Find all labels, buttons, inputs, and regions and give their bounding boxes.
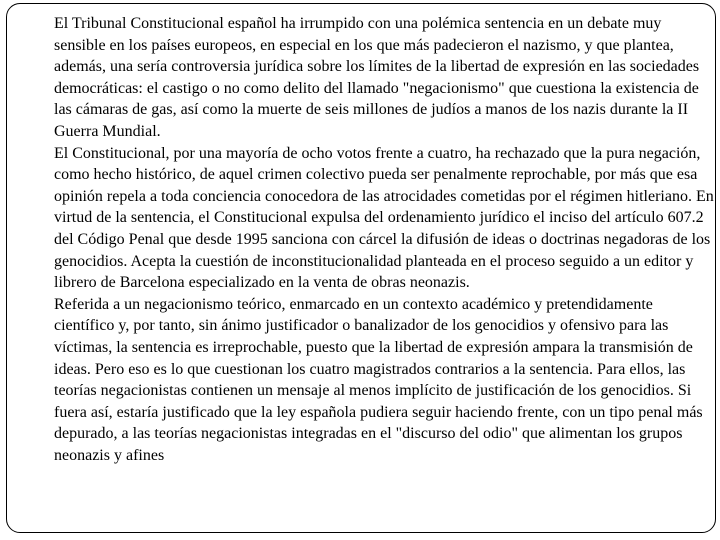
article-text (54, 13, 716, 466)
paragraph-1: El Tribunal Constitucional español ha irrumpido con una polémica sentencia en un debate muy sensible en los países europeos, en especial en los que más padecieron el nazismo, y que plantea, además, una sería controversia jurídica sobre los límites de la libertad de expresión en las sociedades democráticas: el castigo o no como delito del llamado "negacionismo" que cuestiona la existencia de las cámaras de gas, así como la muerte de seis millones de judíos a manos de los nazis durante la II Guerra Mundial. (54, 15, 700, 140)
paragraph-3: Referida a un negacionismo teórico, enmarcado en un contexto académico y pretendidamente científico y, por tanto, sin ánimo justificador o banalizador de los genocidios y ofensivo para las víctimas, la sentencia es irreprochable, puesto que la libertad de expresión ampara la transmisión de ideas. Pero eso es lo que cuestionan los cuatro magistrados contrarios a la sentencia. Para ellos, las teorías negacionistas contienen un mensaje al menos implícito de justificación de los genocidios. Si fuera así, estaría justificado que la ley española pudiera seguir haciendo frente, con un tipo penal más depurado, a las teorías negacionistas integradas en el "discurso del odio" que alimentan los grupos neonazis y afines (54, 295, 703, 464)
paragraph-2: El Constitucional, por una mayoría de ocho votos frente a cuatro, ha rechazado que la pura negación, como hecho histórico, de aquel crimen colectivo pueda ser penalmente reprochable, por más que esa opinión repela a toda conciencia conocedora de las atrocidades cometidas por el régimen hitleriano. En virtud de la sentencia, el Constitucional expulsa del ordenamiento jurídico el inciso del artículo 607.2 del Código Penal que desde 1995 sanciona con cárcel la difusión de ideas o doctrinas negadoras de los genocidios. Acepta la cuestión de inconstitucionalidad planteada en el proceso seguido a un editor y librero de Barcelona especializado en la venta de obras neonazis. (54, 144, 714, 292)
